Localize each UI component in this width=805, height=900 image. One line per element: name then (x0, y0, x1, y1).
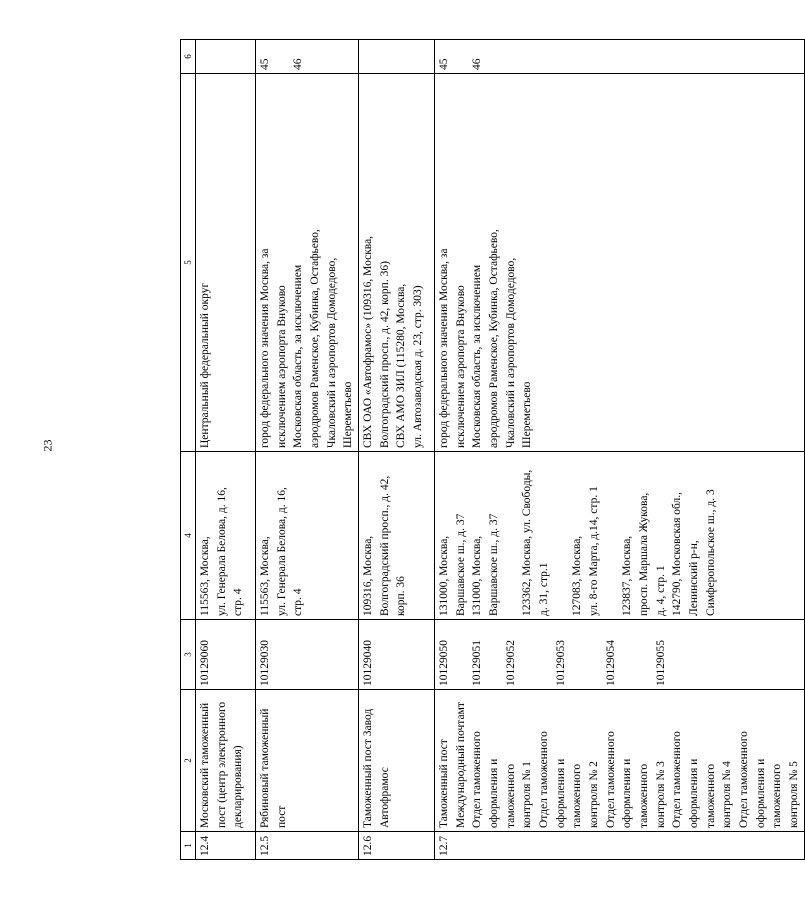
cell-line: Чкаловский и аэропортов Домодедово, (504, 257, 517, 448)
cell-line (453, 43, 470, 70)
cell-line: 115563, Москва, (259, 536, 271, 616)
cell-line: исключением аэропорта Внуково (275, 285, 288, 448)
cell-post-name (196, 690, 256, 832)
cell-line: Симферопольское ш., д. 3 (704, 489, 717, 616)
cell-line: контроля № 5 (788, 761, 801, 828)
cell-number: 12.6 (359, 832, 435, 860)
cell-number: 12.7 (435, 832, 805, 860)
cell-line: 123837, Москва, (621, 535, 634, 616)
cell-line: СВХ АМО ЗИЛ (115280, Москва, (395, 283, 408, 448)
cell-line: 46 (471, 58, 484, 70)
cell-line: Московская область, за исключением (292, 264, 305, 448)
cell-line (519, 623, 536, 686)
cell-line: 10129052 (504, 640, 517, 686)
cell-line: ул. Генерала Белова, д. 16, (275, 487, 288, 616)
cell-reference (435, 40, 805, 74)
cell-address (256, 452, 359, 620)
cell-address (435, 452, 805, 620)
cell-line: Отдел таможенного (538, 731, 551, 828)
cell-line: город федерального значения Москва, за (259, 248, 271, 448)
cell-line: контроля № 1 (521, 761, 534, 828)
cell-line: Московская область, за исключением (471, 264, 484, 448)
cell-line (453, 623, 470, 686)
cell-line: контроля № 2 (588, 761, 601, 828)
cell-line: Таможенный пост (438, 739, 451, 828)
cell-line: 10129053 (554, 640, 567, 686)
table-row (256, 40, 359, 860)
cell-line: д. 31, стр.1 (538, 562, 551, 616)
cell-line (486, 623, 503, 686)
cell-line (636, 623, 653, 686)
cell-line: 10129055 (654, 640, 667, 686)
cell-zone (196, 74, 256, 452)
cell-line (274, 43, 291, 70)
column-number: 1 (181, 832, 196, 860)
cell-line: контроля № 3 (654, 761, 667, 828)
cell-line: 131000, Москва, (438, 535, 451, 616)
table-row (435, 40, 805, 860)
cell-line: ул. Генерала Белова, д. 16, (215, 487, 228, 616)
cell-line: Ленинский р-н, (688, 540, 701, 616)
cell-post-code (435, 620, 805, 690)
cell-number: 12.5 (256, 832, 359, 860)
cell-post-code (256, 620, 359, 690)
cell-line: Отдел таможенного (604, 731, 617, 828)
cell-post-code (196, 620, 256, 690)
cell-line: Центральный федеральный округ (199, 282, 211, 448)
cell-line: Шереметьево (342, 381, 355, 448)
page-number: 23 (40, 439, 55, 452)
cell-line: стр. 4 (292, 588, 305, 616)
cell-line: 45 (438, 58, 451, 70)
cell-line: оформления и таможенного (488, 758, 517, 828)
cell-line: Волгоградский просп., д. 42, (378, 475, 391, 616)
cell-zone (256, 74, 359, 452)
cell-post-name (435, 690, 805, 832)
cell-address (359, 452, 435, 620)
cell-line: Отдел таможенного (738, 731, 751, 828)
cell-line: оформления и таможенного (754, 758, 784, 828)
cell-number: 12.4 (196, 832, 256, 860)
cell-line: Отдел таможенного (671, 731, 684, 828)
column-number-row (181, 40, 196, 860)
cell-line: город федерального значения Москва, за (438, 248, 451, 448)
cell-line (569, 623, 586, 686)
cell-post-code (359, 620, 435, 690)
cell-line: 10129050 (438, 640, 451, 686)
cell-line: оформления и таможенного (554, 758, 584, 828)
column-number: 5 (181, 74, 196, 452)
cell-line: 10129030 (259, 640, 271, 686)
column-number: 2 (181, 690, 196, 832)
cell-line: Шереметьево (521, 381, 534, 448)
cell-line: 10129054 (604, 640, 617, 686)
cell-line: оформления и таможенного (688, 758, 717, 828)
cell-line (197, 43, 214, 70)
column-number: 6 (181, 40, 196, 74)
cell-line (553, 455, 570, 616)
cell-line: 142790, Московская обл., (671, 491, 684, 616)
cell-line: 123362, Москва, ул. Свободы, (521, 469, 534, 616)
cell-line: аэродромов Раменское, Кубинка, Остафьево, (309, 229, 322, 448)
table-row (196, 40, 256, 860)
cell-line: Московский таможенный (199, 702, 211, 828)
cell-line: Рябиновый таможенный пост (259, 708, 288, 828)
cell-reference (359, 40, 435, 74)
cell-reference (256, 40, 359, 74)
cell-line: оформления и таможенного (621, 758, 651, 828)
cell-line: Чкаловский и аэропортов Домодедово, (325, 257, 338, 448)
cell-line: исключением аэропорта Внуково (454, 285, 467, 448)
column-number: 4 (181, 452, 196, 620)
rotated-table-container (180, 40, 801, 860)
cell-line: 10129051 (471, 640, 484, 686)
customs-posts-table (180, 39, 805, 860)
cell-line (603, 455, 620, 616)
cell-line: аэродромов Раменское, Кубинка, Остафьево, (488, 229, 501, 448)
cell-zone (435, 74, 805, 452)
cell-line: Варшавское ш., д. 37 (454, 513, 467, 616)
cell-line: декларирования) (232, 745, 245, 828)
cell-line: Отдел таможенного (471, 731, 484, 828)
cell-line: 131000, Москва, (471, 535, 484, 616)
cell-line: д. 4, стр. 1 (654, 565, 667, 616)
cell-line (536, 623, 553, 686)
cell-line: 127083, Москва, (571, 535, 584, 616)
cell-line (503, 455, 520, 616)
cell-post-name (256, 690, 359, 832)
cell-line: Таможенный пост Завод (362, 708, 375, 828)
cell-line: просп. Маршала Жукова, (638, 492, 651, 616)
cell-line: Волгоградский просп., д. 42, корп. 36) (378, 261, 391, 448)
cell-line: ул. 8-го Марта, д.14, стр. 1 (588, 486, 601, 616)
cell-line (360, 43, 377, 70)
cell-line: стр. 4 (232, 588, 245, 616)
column-number: 3 (181, 620, 196, 690)
cell-reference (196, 40, 256, 74)
cell-line: контроля № 4 (721, 761, 734, 828)
cell-line: 10129060 (199, 640, 211, 686)
cell-line: Международный почтамт (454, 702, 467, 828)
cell-line (586, 623, 603, 686)
cell-line: Автофрамос (378, 767, 391, 828)
cell-line: пост (центр электронного (215, 701, 228, 828)
cell-line: 46 (292, 58, 305, 70)
cell-line: 109316, Москва, (362, 535, 375, 616)
cell-line: СВХ ОАО «Автофрамос» (109316, Москва, (362, 235, 375, 448)
cell-line: 115563, Москва, (199, 536, 211, 616)
cell-post-name (359, 690, 435, 832)
cell-line: корп. 36 (395, 576, 408, 616)
table-row (359, 40, 435, 860)
cell-line: Варшавское ш., д. 37 (488, 513, 501, 616)
cell-zone (359, 74, 435, 452)
cell-line (619, 623, 636, 686)
cell-line: 10129040 (362, 640, 375, 686)
cell-address (196, 452, 256, 620)
cell-line: ул. Автозаводская д. 23, стр. 303) (412, 285, 425, 448)
cell-line: 45 (259, 58, 271, 70)
